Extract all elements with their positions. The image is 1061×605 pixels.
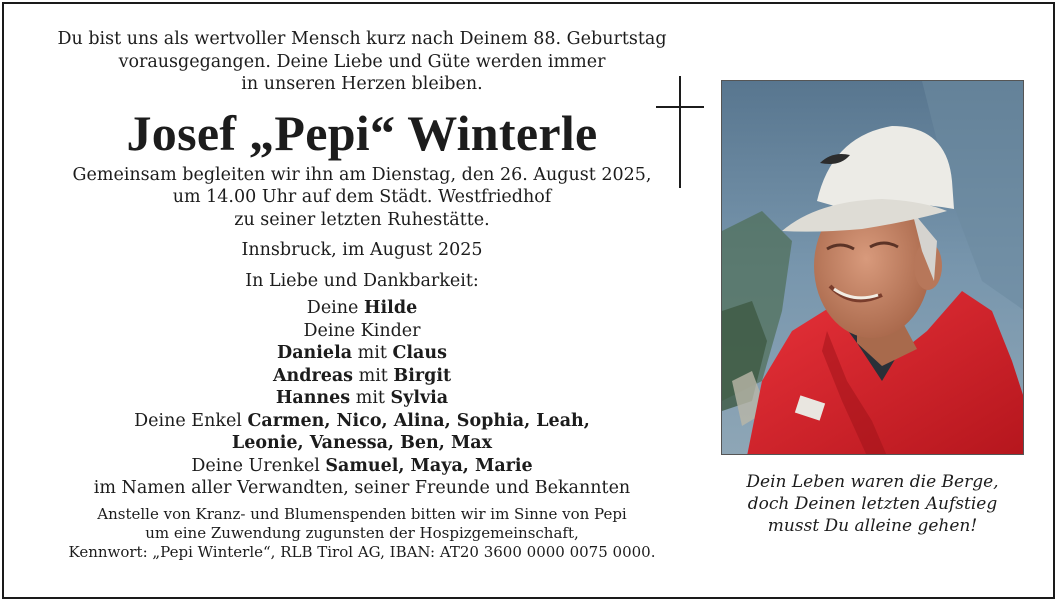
intro-line: in unseren Herzen bleiben. [241,74,483,94]
place-date: Innsbruck, im August 2025 [241,240,483,260]
family-children-heading: Deine Kinder [303,320,421,341]
photo-caption [704,471,1041,537]
funeral-line: Gemeinsam begleiten wir ihn am Dienstag, den 26. August 2025, [72,164,652,185]
family-child: Andreas mit Birgit [272,365,452,386]
caption-line: Dein Leben waren die Berge, [746,472,999,492]
portrait-photo [721,80,1024,455]
obituary-card [2,2,1055,599]
funeral-line: zu seiner letzten Ruhestätte. [234,209,490,230]
family-child: Daniela mit Claus [277,343,447,363]
deceased-name: Josef „Pepi“ Winterle [126,104,598,161]
family-grandchildren: Deine Enkel Carmen, Nico, Alina, Sophia, Leah, [134,410,590,431]
funeral-line: um 14.00 Uhr auf dem Städt. Westfriedhof [172,187,552,207]
family-grandchildren-cont: Leonie, Vanessa, Ben, Max [231,433,493,453]
caption-line: doch Deinen letzten Aufstieg [747,494,998,514]
family-relatives: im Namen aller Verwandten, seiner Freunde und Bekannten [93,478,631,498]
intro-line: Du bist uns als wertvoller Mensch kurz nach Deinem 88. Geburtstag [57,29,667,49]
family-list [44,297,680,500]
family-great-grandchildren: Deine Urenkel Samuel, Maya, Marie [191,455,533,476]
family-wife: Deine Hilde [306,298,418,318]
donation-line: um eine Zuwendung zugunsten der Hospizgemeinschaft, [145,523,579,542]
family-child: Hannes mit Sylvia [275,388,449,408]
intro-text [44,28,680,96]
intro-line: vorausgegangen. Deine Liebe und Güte werden immer [118,51,606,72]
cross-icon [656,76,704,188]
closing-phrase: In Liebe und Dankbarkeit: [245,270,479,291]
donation-line: Kennwort: „Pepi Winterle“, RLB Tirol AG, IBAN: AT20 3600 0000 0075 0000. [68,542,656,561]
obituary-text-column [44,28,680,562]
funeral-info [44,164,680,232]
donation-note [44,505,680,562]
caption-line: musst Du alleine gehen! [767,516,978,536]
donation-line: Anstelle von Kranz- und Blumenspenden bitten wir im Sinne von Pepi [97,504,627,523]
